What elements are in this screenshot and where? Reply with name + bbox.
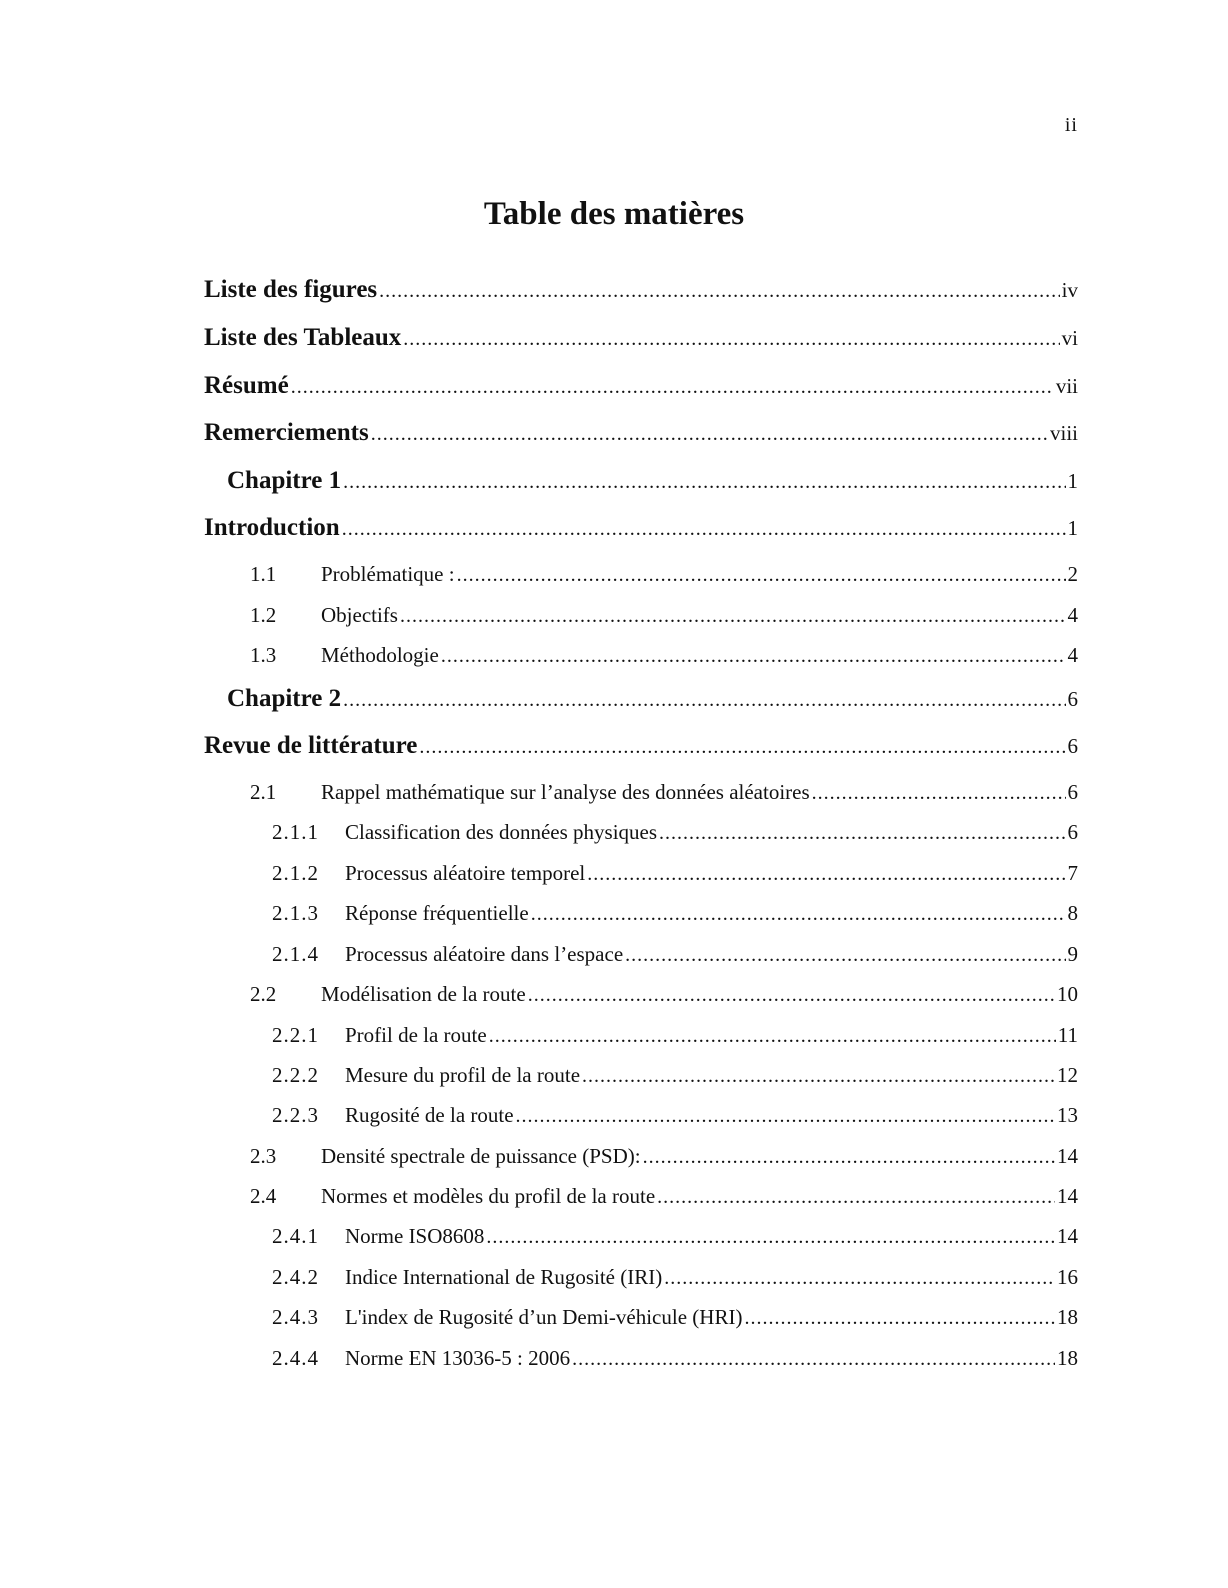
dot-leader — [400, 605, 1066, 628]
toc-entry-page: 2 — [1067, 562, 1078, 586]
toc-entry-title: Rappel mathématique sur l’analyse des données aléatoires — [321, 780, 810, 804]
dot-leader — [812, 782, 1066, 805]
dot-leader — [403, 328, 1059, 351]
toc-entry-title: Liste des Tableaux — [204, 324, 402, 351]
dot-leader — [587, 863, 1065, 886]
dot-leader — [664, 1267, 1055, 1290]
toc-entry-number: 2.1.4 — [272, 942, 319, 966]
page-number: ii — [1064, 114, 1078, 136]
dot-leader — [657, 1186, 1055, 1209]
toc-entry-title: L'index de Rugosité d’un Demi-véhicule (HRI) — [345, 1305, 743, 1329]
toc-entry-page: 6 — [1067, 734, 1078, 758]
toc-entry-page: 4 — [1067, 603, 1078, 627]
dot-leader — [457, 564, 1066, 587]
toc-entry-title: Mesure du profil de la route — [345, 1063, 581, 1087]
toc-entry-page: 6 — [1067, 820, 1078, 844]
toc-entry-revue-de-litterature[interactable] — [0, 732, 1078, 760]
dot-leader — [489, 1025, 1056, 1048]
toc-entry-number: 2.4.2 — [272, 1265, 319, 1289]
toc-entry-page: iv — [1061, 278, 1078, 302]
toc-entry-number: 2.4.3 — [272, 1305, 319, 1329]
toc-entry-page: 9 — [1067, 942, 1078, 966]
toc-entry-2-1[interactable] — [0, 780, 1078, 805]
dot-leader — [291, 376, 1054, 399]
toc-entry-page: viii — [1049, 421, 1078, 445]
toc-entry-title: Objectifs — [321, 603, 398, 627]
toc-entry-number: 2.4.4 — [272, 1346, 319, 1370]
toc-entry-2-4-1[interactable] — [0, 1224, 1078, 1249]
toc-entry-number: 2.3 — [250, 1144, 277, 1168]
toc-entry-number: 2.1 — [250, 780, 277, 804]
toc-entry-2-4-3[interactable] — [0, 1305, 1078, 1330]
toc-entry-page: 8 — [1067, 901, 1078, 925]
toc-entry-title: Processus aléatoire dans l’espace — [345, 942, 624, 966]
toc-entry-resume[interactable] — [0, 372, 1078, 400]
toc-entry-1-3[interactable] — [0, 643, 1078, 668]
toc-entry-page: 6 — [1067, 687, 1078, 711]
toc-entry-title: Classification des données physiques — [345, 820, 658, 844]
dot-leader — [343, 689, 1065, 712]
toc-entry-page: vi — [1061, 326, 1078, 350]
toc-entry-title: Indice International de Rugosité (IRI) — [345, 1265, 663, 1289]
dot-leader — [643, 1146, 1055, 1169]
toc-entry-title: Méthodologie — [321, 643, 439, 667]
toc-entry-number: 1.1 — [250, 562, 277, 586]
toc-entry-2-4-4[interactable] — [0, 1346, 1078, 1371]
toc-entry-page: vii — [1055, 374, 1078, 398]
toc-entry-2-3[interactable] — [0, 1144, 1078, 1169]
toc-entry-title: Rugosité de la route — [345, 1103, 514, 1127]
toc-entry-2-2-1[interactable] — [0, 1023, 1078, 1048]
toc-entry-title: Revue de littérature — [204, 732, 418, 759]
dot-leader — [379, 280, 1060, 303]
toc-entry-remerciements[interactable] — [0, 419, 1078, 447]
toc-entry-title: Chapitre 1 — [227, 467, 342, 494]
toc-entry-number: 2.4 — [250, 1184, 277, 1208]
toc-entry-title: Chapitre 2 — [227, 685, 342, 712]
toc-entry-2-1-2[interactable] — [0, 861, 1078, 886]
toc-entry-2-2-3[interactable] — [0, 1103, 1078, 1128]
dot-leader — [486, 1226, 1055, 1249]
page-title: Table des matières — [483, 196, 745, 232]
dot-leader — [582, 1065, 1055, 1088]
toc-entry-chapitre-2[interactable] — [0, 685, 1078, 713]
toc-entry-page: 14 — [1057, 1184, 1078, 1208]
toc-entry-number: 2.2 — [250, 982, 277, 1006]
toc-entry-2-2[interactable] — [0, 982, 1078, 1007]
dot-leader — [528, 984, 1055, 1007]
dot-leader — [419, 736, 1065, 759]
toc-entry-page: 12 — [1057, 1063, 1078, 1087]
toc-entry-page: 13 — [1057, 1103, 1078, 1127]
toc-entry-page: 16 — [1057, 1265, 1078, 1289]
dot-leader — [441, 645, 1066, 668]
dot-leader — [371, 423, 1048, 446]
toc-entry-title: Profil de la route — [345, 1023, 487, 1047]
dot-leader — [516, 1105, 1055, 1128]
toc-entry-2-4-2[interactable] — [0, 1265, 1078, 1290]
toc-entry-page: 1 — [1067, 516, 1078, 540]
toc-entry-title: Norme EN 13036-5 : 2006 — [345, 1346, 571, 1370]
toc-entry-introduction[interactable] — [0, 514, 1078, 542]
toc-entry-number: 2.2.1 — [272, 1023, 319, 1047]
toc-entry-page: 10 — [1057, 982, 1078, 1006]
toc-entry-2-2-2[interactable] — [0, 1063, 1078, 1088]
dot-leader — [572, 1348, 1055, 1371]
toc-entry-title: Normes et modèles du profil de la route — [321, 1184, 656, 1208]
toc-entry-1-2[interactable] — [0, 603, 1078, 628]
toc-entry-page: 11 — [1057, 1023, 1078, 1047]
toc-entry-title: Introduction — [204, 514, 340, 541]
toc-entry-page: 6 — [1067, 780, 1078, 804]
toc-entry-page: 4 — [1067, 643, 1078, 667]
toc-entry-title: Processus aléatoire temporel — [345, 861, 586, 885]
toc-entry-title: Modélisation de la route — [321, 982, 526, 1006]
toc-entry-title: Réponse fréquentielle — [345, 901, 529, 925]
toc-entry-number: 2.2.2 — [272, 1063, 319, 1087]
toc-entry-page: 18 — [1057, 1346, 1078, 1370]
toc-entry-liste-des-figures[interactable] — [0, 276, 1078, 304]
toc-entry-2-1-1[interactable] — [0, 820, 1078, 845]
dot-leader — [659, 822, 1065, 845]
toc-entry-liste-des-tableaux[interactable] — [0, 324, 1078, 352]
toc-entry-2-4[interactable] — [0, 1184, 1078, 1209]
toc-entry-number: 1.3 — [250, 643, 277, 667]
toc-entry-chapitre-1[interactable] — [0, 467, 1078, 495]
toc-entry-number: 2.1.3 — [272, 901, 319, 925]
toc-entry-number: 2.1.1 — [272, 820, 319, 844]
toc-entry-number: 2.4.1 — [272, 1224, 319, 1248]
toc-entry-number: 2.1.2 — [272, 861, 319, 885]
dot-leader — [625, 944, 1065, 967]
toc-entry-number: 2.2.3 — [272, 1103, 319, 1127]
toc-entry-title: Résumé — [204, 372, 289, 399]
toc-entry-1-1[interactable] — [0, 562, 1078, 587]
toc-entry-page: 1 — [1067, 469, 1078, 493]
toc-entry-page: 7 — [1067, 861, 1078, 885]
toc-entry-2-1-4[interactable] — [0, 942, 1078, 967]
toc-entry-number: 1.2 — [250, 603, 277, 627]
dot-leader — [342, 518, 1066, 541]
toc-entry-page: 18 — [1057, 1305, 1078, 1329]
toc-entry-2-1-3[interactable] — [0, 901, 1078, 926]
dot-leader — [343, 471, 1065, 494]
dot-leader — [744, 1307, 1055, 1330]
dot-leader — [531, 903, 1066, 926]
toc-entry-title: Liste des figures — [204, 276, 378, 303]
toc-entry-title: Problématique : — [321, 562, 455, 586]
toc-entry-title: Norme ISO8608 — [345, 1224, 485, 1248]
toc-entry-page: 14 — [1057, 1144, 1078, 1168]
toc-entry-title: Densité spectrale de puissance (PSD): — [321, 1144, 641, 1168]
toc-entry-title: Remerciements — [204, 419, 369, 446]
toc-entry-page: 14 — [1057, 1224, 1078, 1248]
